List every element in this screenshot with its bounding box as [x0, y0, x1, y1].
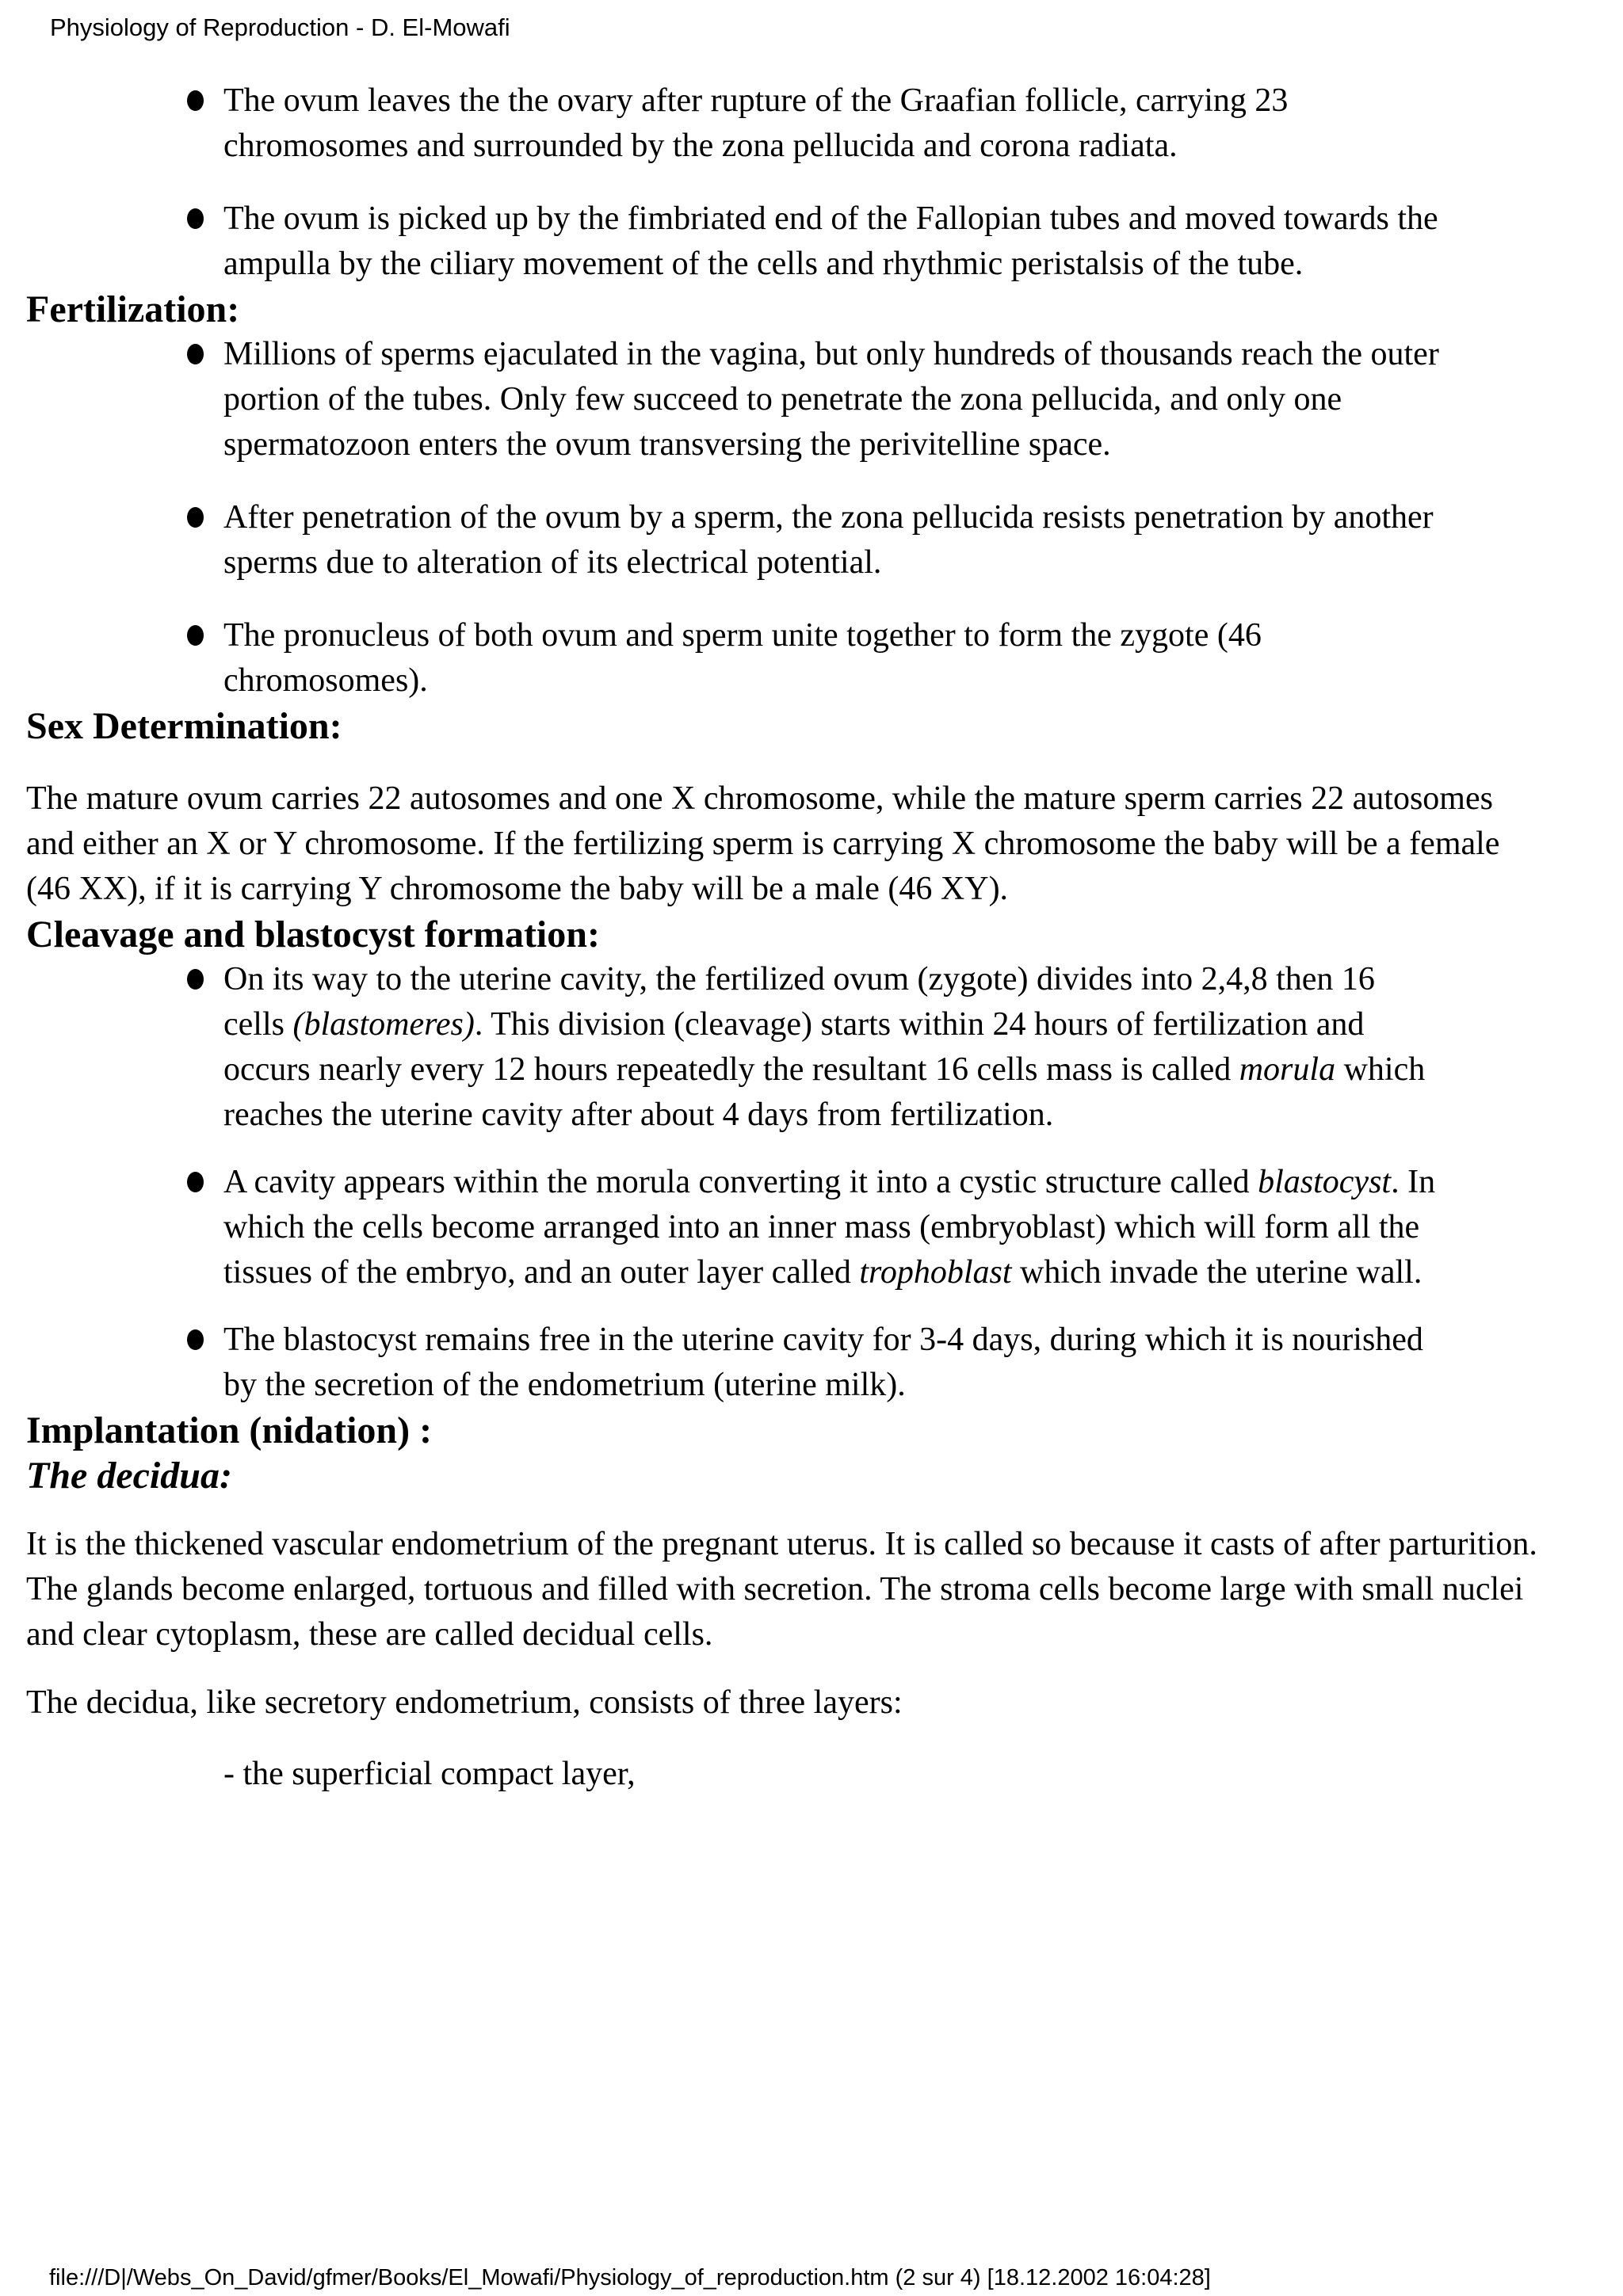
list-item-text	[223, 1322, 1423, 1403]
list-item	[223, 196, 1444, 287]
bullet-icon	[187, 507, 204, 528]
sex-determination-paragraph: The mature ovum carries 22 autosomes and one X chromosome, while the mature sperm carries 22 autosomes and either an X or Y chromosome. If the fertilizing sperm is carrying X chromosome the baby will be a female (46 XX), if it is carrying Y chromosome the baby will be a male (46 XY).	[26, 780, 1500, 907]
decidua-paragraph: It is the thickened vascular endometrium of the pregnant uterus. It is called so because it casts of after parturition. The glands become enlarged, tortuous and filled with secretion. The stroma cells become large with small nuclei and clear cytoplasm, these are called decidual cells.	[26, 1526, 1537, 1653]
text-segment: morula	[1239, 1051, 1336, 1088]
bullet-icon	[187, 344, 204, 364]
list-item-text: The ovum is picked up by the fimbriated end of the Fallopian tubes and moved towards the ampulla by the ciliary movement of the cells and rhythmic peristalsis of the tube.	[223, 200, 1438, 282]
list-item-text: The ovum leaves the the ovary after rupture of the Graafian follicle, carrying 23 chromosomes and surrounded by the zona pellucida and corona radiata.	[223, 82, 1289, 164]
list-item-text	[223, 961, 1425, 1133]
list-item	[223, 613, 1444, 704]
bullet-icon	[187, 625, 204, 646]
decidua-layers-paragraph: The decidua, like secretory endometrium, consists of three layers:	[26, 1684, 903, 1721]
list-item-text: Millions of sperms ejaculated in the vagina, but only hundreds of thousands reach the outer portion of the tubes. Only few succeed to penetrate the zona pellucida, and only one spermatozoon enters the ovum transversing the perivitelline space.	[223, 336, 1439, 463]
section-heading-cleavage: Cleavage and blastocyst formation:	[26, 913, 600, 955]
text-segment: A cavity appears within the morula converting it into a cystic structure called	[223, 1164, 1258, 1200]
list-item	[223, 495, 1444, 585]
sub-heading-decidua: The decidua:	[26, 1455, 232, 1497]
page-footer-filepath: file:///D|/Webs_On_David/gfmer/Books/El_Mowafi/Physiology_of_reproduction.htm (2 sur 4) [18.12.2002 16:04:28]	[49, 2265, 1211, 2290]
list-item	[223, 332, 1444, 467]
text-segment: (blastomeres)	[292, 1006, 475, 1043]
fertilization-bullet-list	[26, 332, 1545, 704]
section-heading-sex-determination: Sex Determination:	[26, 705, 342, 747]
bullet-icon	[187, 90, 204, 111]
intro-bullet-list	[26, 78, 1545, 287]
text-segment: which invade the uterine wall.	[1011, 1254, 1423, 1291]
list-item-text: After penetration of the ovum by a sperm, the zona pellucida resists penetration by another sperms due to alteration of its electrical potential.	[223, 499, 1434, 581]
section-heading-fertilization: Fertilization:	[26, 288, 240, 330]
text-segment: which reaches the uterine cavity after about 4 days from fertilization.	[223, 1051, 1426, 1133]
list-item	[223, 957, 1444, 1138]
text-segment: The blastocyst remains free in the uterine cavity for 3-4 days, during which it is nourished by the secretion of the endometrium (uterine milk).	[223, 1322, 1423, 1403]
text-segment: trophoblast	[859, 1254, 1012, 1291]
list-item	[223, 1318, 1444, 1408]
section-heading-implantation: Implantation (nidation) :	[26, 1409, 433, 1451]
bullet-icon	[187, 969, 204, 990]
text-segment: On its way to the uterine cavity, the fertilized ovum (zygote) divides into 2,4,8 then 16 cells	[223, 961, 1375, 1043]
layer-item-compact: - the superficial compact layer,	[223, 1756, 636, 1792]
list-item-text	[223, 1164, 1435, 1291]
text-segment: blastocyst	[1258, 1164, 1392, 1200]
document-body	[26, 0, 1545, 1797]
text-segment: . In which the cells become arranged into an inner mass (embryoblast) which will form all the tissues of the embryo, and an outer layer called	[223, 1164, 1436, 1291]
page-header-title: Physiology of Reproduction - D. El-Mowafi	[50, 13, 510, 41]
list-item	[223, 1160, 1444, 1295]
bullet-icon	[187, 1172, 204, 1192]
bullet-icon	[187, 1329, 204, 1350]
bullet-icon	[187, 208, 204, 229]
text-segment: . This division (cleavage) starts within 24 hours of fertilization and occurs nearly every 12 hours repeatedly the resultant 16 cells mass is called	[223, 1006, 1365, 1088]
list-item	[223, 78, 1444, 169]
list-item-text: The pronucleus of both ovum and sperm unite together to form the zygote (46 chromosomes).	[223, 617, 1262, 699]
cleavage-bullet-list	[26, 957, 1545, 1408]
